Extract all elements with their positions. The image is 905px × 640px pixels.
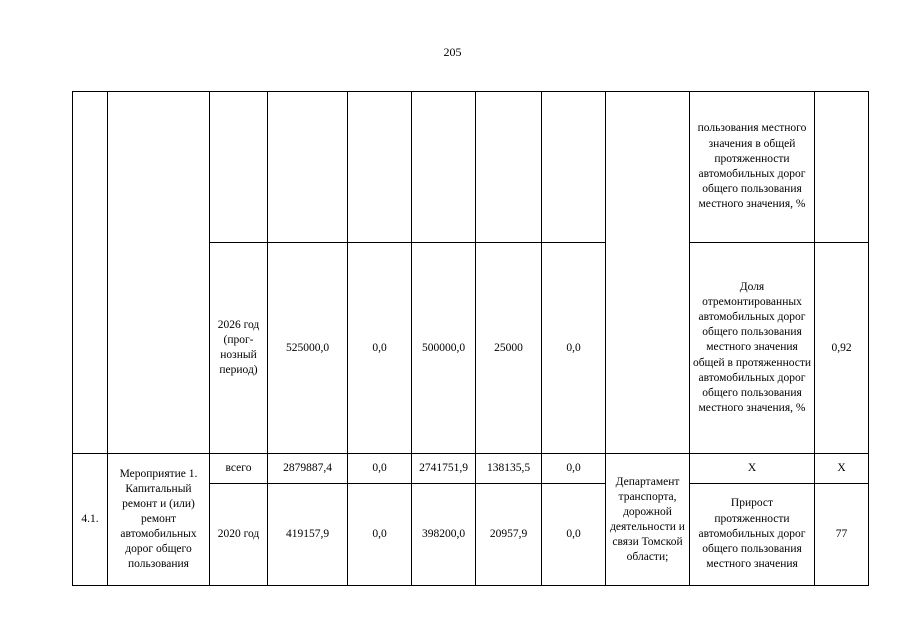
indicator-value-cell: 0,92	[815, 243, 869, 454]
extra-cell: 0,0	[542, 243, 606, 454]
cell-federal-empty	[348, 92, 412, 243]
local-cell: 20957,9	[476, 484, 542, 586]
period-cell: всего	[210, 454, 268, 484]
cell-number-empty	[73, 92, 108, 454]
cell-period-empty	[210, 92, 268, 243]
cell-extra-empty	[542, 92, 606, 243]
federal-cell: 0,0	[348, 454, 412, 484]
regional-cell: 2741751,9	[412, 454, 476, 484]
table-row	[73, 92, 869, 243]
indicator-name-cell: Прирост протяженности автомобильных дорог общего пользования местного значения	[690, 484, 815, 586]
federal-cell: 0,0	[348, 484, 412, 586]
measure-name-cell: Мероприятие 1. Капитальный ремонт и (или) ремонт автомобильных дорог общего пользования	[108, 454, 210, 586]
cell-executor-empty	[606, 92, 690, 454]
indicator-name-cell: Х	[690, 454, 815, 484]
regional-cell: 500000,0	[412, 243, 476, 454]
executor-cell: Департамент транспорта, дорожной деятельности и связи Томской области;	[606, 454, 690, 586]
federal-cell: 0,0	[348, 243, 412, 454]
total-cell: 525000,0	[268, 243, 348, 454]
indicator-value-empty	[815, 92, 869, 243]
table-row	[73, 454, 869, 484]
indicator-name-cell: Доля отремонтированных автомобильных дорог общего пользования местного значения общей в протяженности автомобильных дорог общего пользования местного значения, %	[690, 243, 815, 454]
local-cell: 138135,5	[476, 454, 542, 484]
extra-cell: 0,0	[542, 484, 606, 586]
page-number: 205	[443, 45, 462, 59]
indicator-value-cell: Х	[815, 454, 869, 484]
regional-cell: 398200,0	[412, 484, 476, 586]
indicator-name-cell: пользования местного значения в общей протяженности автомобильных дорог общего пользования местного значения, %	[690, 92, 815, 243]
cell-total-empty	[268, 92, 348, 243]
program-table	[72, 91, 869, 586]
period-cell: 2026 год (прог-нозный период)	[210, 243, 268, 454]
local-cell: 25000	[476, 243, 542, 454]
extra-cell: 0,0	[542, 454, 606, 484]
total-cell: 419157,9	[268, 484, 348, 586]
total-cell: 2879887,4	[268, 454, 348, 484]
cell-local-empty	[476, 92, 542, 243]
cell-name-empty	[108, 92, 210, 454]
indicator-value-cell: 77	[815, 484, 869, 586]
period-cell: 2020 год	[210, 484, 268, 586]
cell-regional-empty	[412, 92, 476, 243]
measure-number-cell: 4.1.	[73, 454, 108, 586]
